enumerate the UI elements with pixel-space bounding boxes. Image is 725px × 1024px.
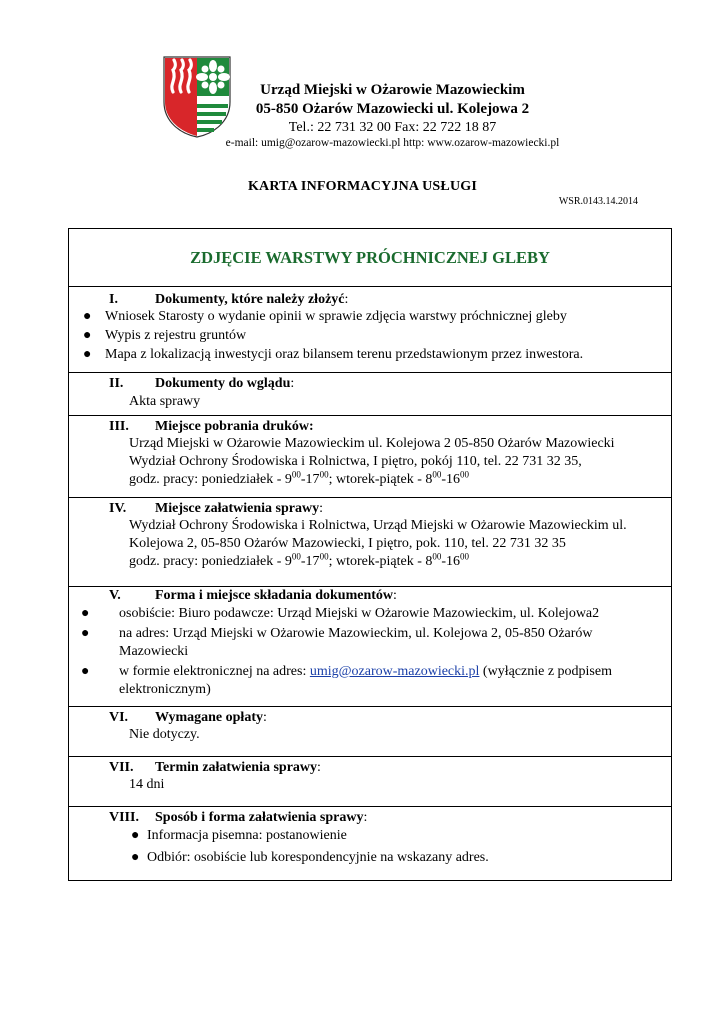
- list-item: Wniosek Starosty o wydanie opinii w sprawie zdjęcia warstwy próchnicznej gleby: [105, 309, 567, 324]
- bullet-icon: ●: [83, 347, 92, 362]
- card-title: KARTA INFORMACYJNA USŁUGI: [247, 179, 478, 194]
- section-required-documents: [69, 286, 671, 373]
- section-fees: [69, 706, 671, 757]
- office-address: 05-850 Ożarów Mazowiecki ul. Kolejowa 2: [255, 101, 530, 117]
- list-item: osobiście: Biuro podawcze: Urząd Miejski w Ożarowie Mazowieckim, ul. Kolejowa2: [119, 606, 600, 621]
- office-contacts: e-mail: umig@ozarow-mazowiecki.pl http: www.ozarow-mazowiecki.pl: [225, 137, 560, 149]
- working-hours: godz. pracy: poniedziałek - $9^{00}-17^{00}$; wtorek-piątek - $8^{00}-16^{00}$: [129, 469, 470, 487]
- office-phones: Tel.: 22 731 32 00 Fax: 22 722 18 87: [288, 120, 497, 135]
- section-handling-location: [69, 497, 671, 587]
- list-item-continued: Mazowiecki: [119, 644, 189, 659]
- section-heading: VI. Wymagane opłaty:: [109, 710, 267, 725]
- section-heading: VII. Termin załatwienia sprawy:: [109, 760, 321, 775]
- section-text: Wydział Ochrony Środowiska i Rolnictwa, Urząd Miejski w Ożarowie Mazowieckim ul.: [129, 518, 627, 533]
- bullet-icon: ●: [81, 626, 90, 641]
- bullet-icon: ●: [81, 606, 90, 621]
- list-item: Informacja pisemna: postanowienie: [147, 828, 347, 843]
- section-forms-location: [69, 415, 671, 498]
- bullet-icon: ●: [131, 850, 140, 865]
- bullet-icon: ●: [83, 328, 92, 343]
- section-heading: V. Forma i miejsce składania dokumentów:: [109, 588, 397, 603]
- document-reference: WSR.0143.14.2014: [558, 196, 638, 207]
- section-resolution-method: [69, 806, 671, 882]
- list-item: Mapa z lokalizacją inwestycji oraz bilansem terenu przedstawionym przez inwestora.: [105, 347, 584, 362]
- list-item: Wypis z rejestru gruntów: [105, 328, 247, 343]
- list-item: w formie elektronicznej na adres: umig@ozarow-mazowiecki.pl (wyłącznie z podpisem: [119, 664, 612, 679]
- list-item-continued: elektronicznym): [119, 682, 211, 697]
- info-table: [68, 228, 672, 881]
- working-hours: godz. pracy: poniedziałek - $9^{00}-17^{00}$; wtorek-piątek - $8^{00}-16^{00}$: [129, 551, 470, 569]
- section-text: Nie dotyczy.: [129, 727, 200, 742]
- section-text: 14 dni: [129, 777, 165, 792]
- section-heading: II. Dokumenty do wglądu:: [109, 376, 295, 391]
- section-text: Wydział Ochrony Środowiska i Rolnictwa, I piętro, pokój 110, tel. 22 731 32 35,: [129, 454, 582, 469]
- section-heading: IV. Miejsce załatwienia sprawy:: [109, 501, 323, 516]
- section-submission: [69, 586, 671, 707]
- service-title: ZDJĘCIE WARSTWY PRÓCHNICZNEJ GLEBY: [190, 248, 550, 267]
- section-heading: VIII. Sposób i forma załatwienia sprawy:: [109, 810, 368, 825]
- section-documents-to-view: [69, 372, 671, 416]
- list-item: Odbiór: osobiście lub korespondencyjnie na wskazany adres.: [147, 850, 489, 865]
- section-heading: III. Miejsce pobrania druków:: [109, 419, 314, 434]
- section-text: Akta sprawy: [129, 394, 201, 409]
- section-text: Urząd Miejski w Ożarowie Mazowieckim ul. Kolejowa 2 05-850 Ożarów Mazowiecki: [129, 436, 615, 451]
- list-item: na adres: Urząd Miejski w Ożarowie Mazowieckim, ul. Kolejowa 2, 05-850 Ożarów: [119, 626, 593, 641]
- section-deadline: [69, 756, 671, 807]
- section-heading: I. Dokumenty, które należy złożyć:: [109, 292, 349, 307]
- bullet-icon: ●: [83, 309, 92, 324]
- email-link[interactable]: umig@ozarow-mazowiecki.pl: [309, 664, 480, 679]
- bullet-icon: ●: [131, 828, 140, 843]
- section-text: Kolejowa 2, 05-850 Ożarów Mazowiecki, I piętro, pok. 110, tel. 22 731 32 35: [129, 536, 566, 551]
- office-name: Urząd Miejski w Ożarowie Mazowieckim: [260, 82, 525, 98]
- bullet-icon: ●: [81, 664, 90, 679]
- service-title-row: [69, 229, 671, 287]
